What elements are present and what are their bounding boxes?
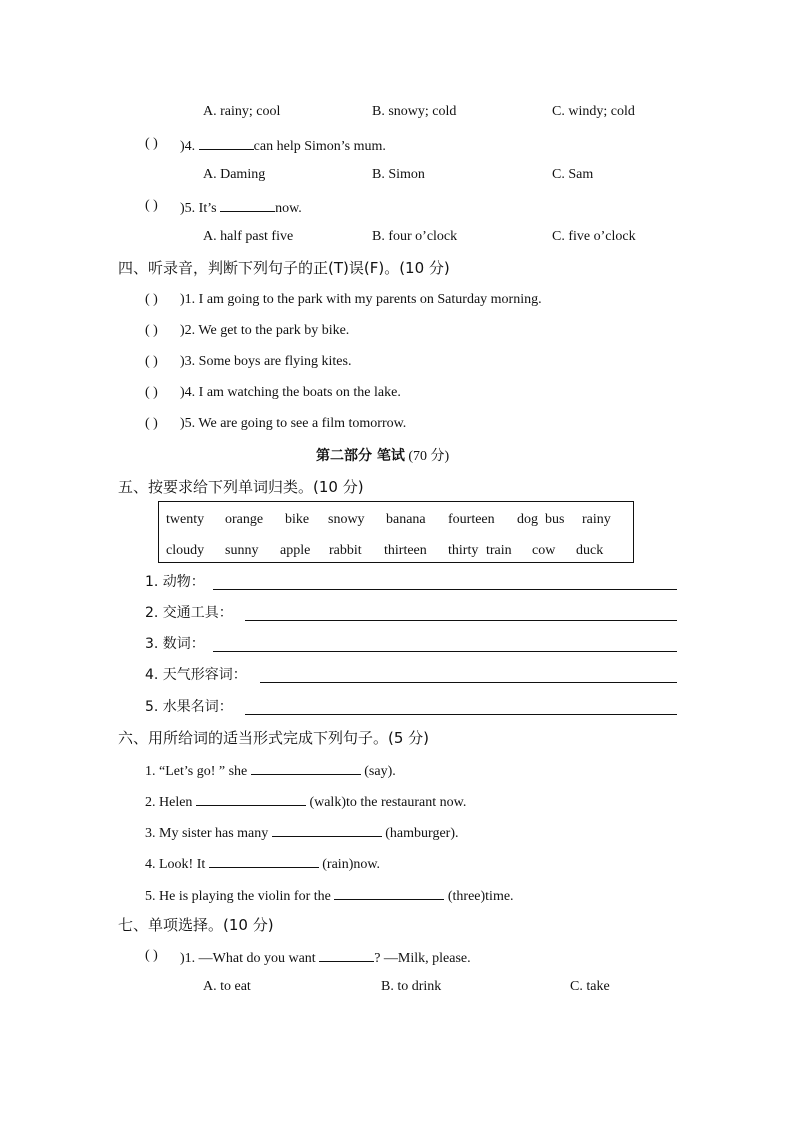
- s5-label-transport: 2. 交通工具：: [145, 605, 233, 621]
- q5-option-b: B. four o’clock: [372, 229, 458, 244]
- s6-item5-blank[interactable]: [334, 885, 444, 900]
- s7-q1-question: [180, 947, 471, 968]
- q4-blank[interactable]: [199, 135, 254, 150]
- s6-item3-before: 3. My sister has many: [145, 826, 269, 841]
- s6-item4-blank[interactable]: [209, 853, 319, 868]
- s7-q1-after: ? —Milk, please.: [374, 951, 471, 966]
- s7-q1-before: )1. —What do you want: [180, 951, 316, 966]
- s6-item5: [145, 885, 514, 906]
- s6-item2-before: 2. Helen: [145, 795, 193, 810]
- q4-question: [180, 135, 386, 156]
- s5-label-weather: 4. 天气形容词：: [145, 667, 247, 683]
- s7-q1-option-c: C. take: [570, 979, 610, 994]
- s4-item1-paren: ( ): [145, 292, 158, 307]
- s7-q1-option-b: B. to drink: [381, 979, 442, 994]
- section4-title: 四、听录音，判断下列句子的正(T)误(F)。(10 分): [118, 259, 450, 277]
- word-banana: banana: [386, 512, 426, 527]
- q4-option-b: B. Simon: [372, 167, 425, 182]
- word-snowy: snowy: [328, 512, 365, 527]
- q3-option-b: B. snowy; cold: [372, 104, 457, 119]
- word-twenty: twenty: [166, 512, 205, 527]
- s6-item1-after: (say).: [364, 764, 396, 779]
- s4-item2-text: )2. We get to the park by bike.: [180, 323, 350, 338]
- s6-item2: [145, 791, 466, 812]
- word-rabbit: rabbit: [329, 543, 362, 558]
- s6-item1-blank[interactable]: [251, 760, 361, 775]
- word-orange: orange: [225, 512, 264, 527]
- s4-item5-paren: ( ): [145, 416, 158, 431]
- s5-label-fruit: 5. 水果名词：: [145, 699, 233, 715]
- q5-number: )5.: [180, 201, 196, 216]
- s5-answer-line-transport[interactable]: [245, 620, 677, 621]
- q4-option-c: C. Sam: [552, 167, 594, 182]
- word-rainy: rainy: [582, 512, 611, 527]
- word-apple: apple: [280, 543, 311, 558]
- q5-blank[interactable]: [220, 197, 275, 212]
- word-thirty: thirty: [448, 543, 479, 558]
- s4-item2-paren: ( ): [145, 323, 158, 338]
- q5-option-c: C. five o’clock: [552, 229, 636, 244]
- section7-title: 七、单项选择。(10 分): [118, 916, 274, 934]
- s6-item2-blank[interactable]: [196, 791, 306, 806]
- q4-answer-paren: ( ): [145, 136, 158, 151]
- s6-item1-before: 1. “Let’s go! ” she: [145, 764, 248, 779]
- word-thirteen: thirteen: [384, 543, 427, 558]
- s6-item3: [145, 822, 458, 843]
- s4-item4-paren: ( ): [145, 385, 158, 400]
- s5-answer-line-weather[interactable]: [260, 682, 677, 683]
- s5-answer-line-animals[interactable]: [213, 589, 677, 590]
- q4-option-a: A. Daming: [203, 167, 266, 182]
- q5-text-before: It’s: [198, 201, 217, 216]
- s4-item5-text: )5. We are going to see a film tomorrow.: [180, 416, 407, 431]
- q5-text-after: now.: [275, 201, 302, 216]
- s4-item1-text: )1. I am going to the park with my parents on Saturday morning.: [180, 292, 542, 307]
- word-dog: dog: [517, 512, 538, 527]
- s5-label-animals: 1. 动物：: [145, 574, 205, 590]
- s7-q1-answer-paren: ( ): [145, 948, 158, 963]
- q5-answer-paren: ( ): [145, 198, 158, 213]
- s7-q1-blank[interactable]: [319, 947, 374, 962]
- s6-item4-after: (rain)now.: [322, 857, 381, 872]
- q3-option-c: C. windy; cold: [552, 104, 635, 119]
- part2-score: (70 分): [408, 449, 450, 464]
- part2-title: 第二部分 笔试: [316, 448, 405, 464]
- word-bike: bike: [285, 512, 310, 527]
- s6-item1: [145, 760, 396, 781]
- word-train: train: [486, 543, 512, 558]
- word-sunny: sunny: [225, 543, 259, 558]
- s6-item5-before: 5. He is playing the violin for the: [145, 889, 331, 904]
- s4-item4-text: )4. I am watching the boats on the lake.: [180, 385, 401, 400]
- s6-item4: [145, 853, 380, 874]
- s6-item3-blank[interactable]: [272, 822, 382, 837]
- section5-title: 五、按要求给下列单词归类。(10 分): [118, 478, 364, 496]
- word-bus: bus: [545, 512, 565, 527]
- word-fourteen: fourteen: [448, 512, 495, 527]
- s6-item4-before: 4. Look! It: [145, 857, 206, 872]
- s4-item3-paren: ( ): [145, 354, 158, 369]
- part2-heading: [316, 447, 449, 466]
- q4-number: )4.: [180, 139, 196, 154]
- s4-item3-text: )3. Some boys are flying kites.: [180, 354, 352, 369]
- word-duck: duck: [576, 543, 604, 558]
- q4-text: can help Simon’s mum.: [253, 139, 386, 154]
- s6-item3-after: (hamburger).: [385, 826, 459, 841]
- s5-answer-line-fruit[interactable]: [245, 714, 677, 715]
- q3-option-a: A. rainy; cool: [203, 104, 281, 119]
- word-cloudy: cloudy: [166, 543, 205, 558]
- s6-item2-after: (walk)to the restaurant now.: [309, 795, 467, 810]
- s7-q1-option-a: A. to eat: [203, 979, 251, 994]
- s5-answer-line-numbers[interactable]: [213, 651, 677, 652]
- s6-item5-after: (three)time.: [447, 889, 514, 904]
- q5-option-a: A. half past five: [203, 229, 294, 244]
- word-cow: cow: [532, 543, 556, 558]
- s5-label-numbers: 3. 数词：: [145, 636, 205, 652]
- q5-question: [180, 197, 302, 218]
- section6-title: 六、用所给词的适当形式完成下列句子。(5 分): [118, 729, 430, 747]
